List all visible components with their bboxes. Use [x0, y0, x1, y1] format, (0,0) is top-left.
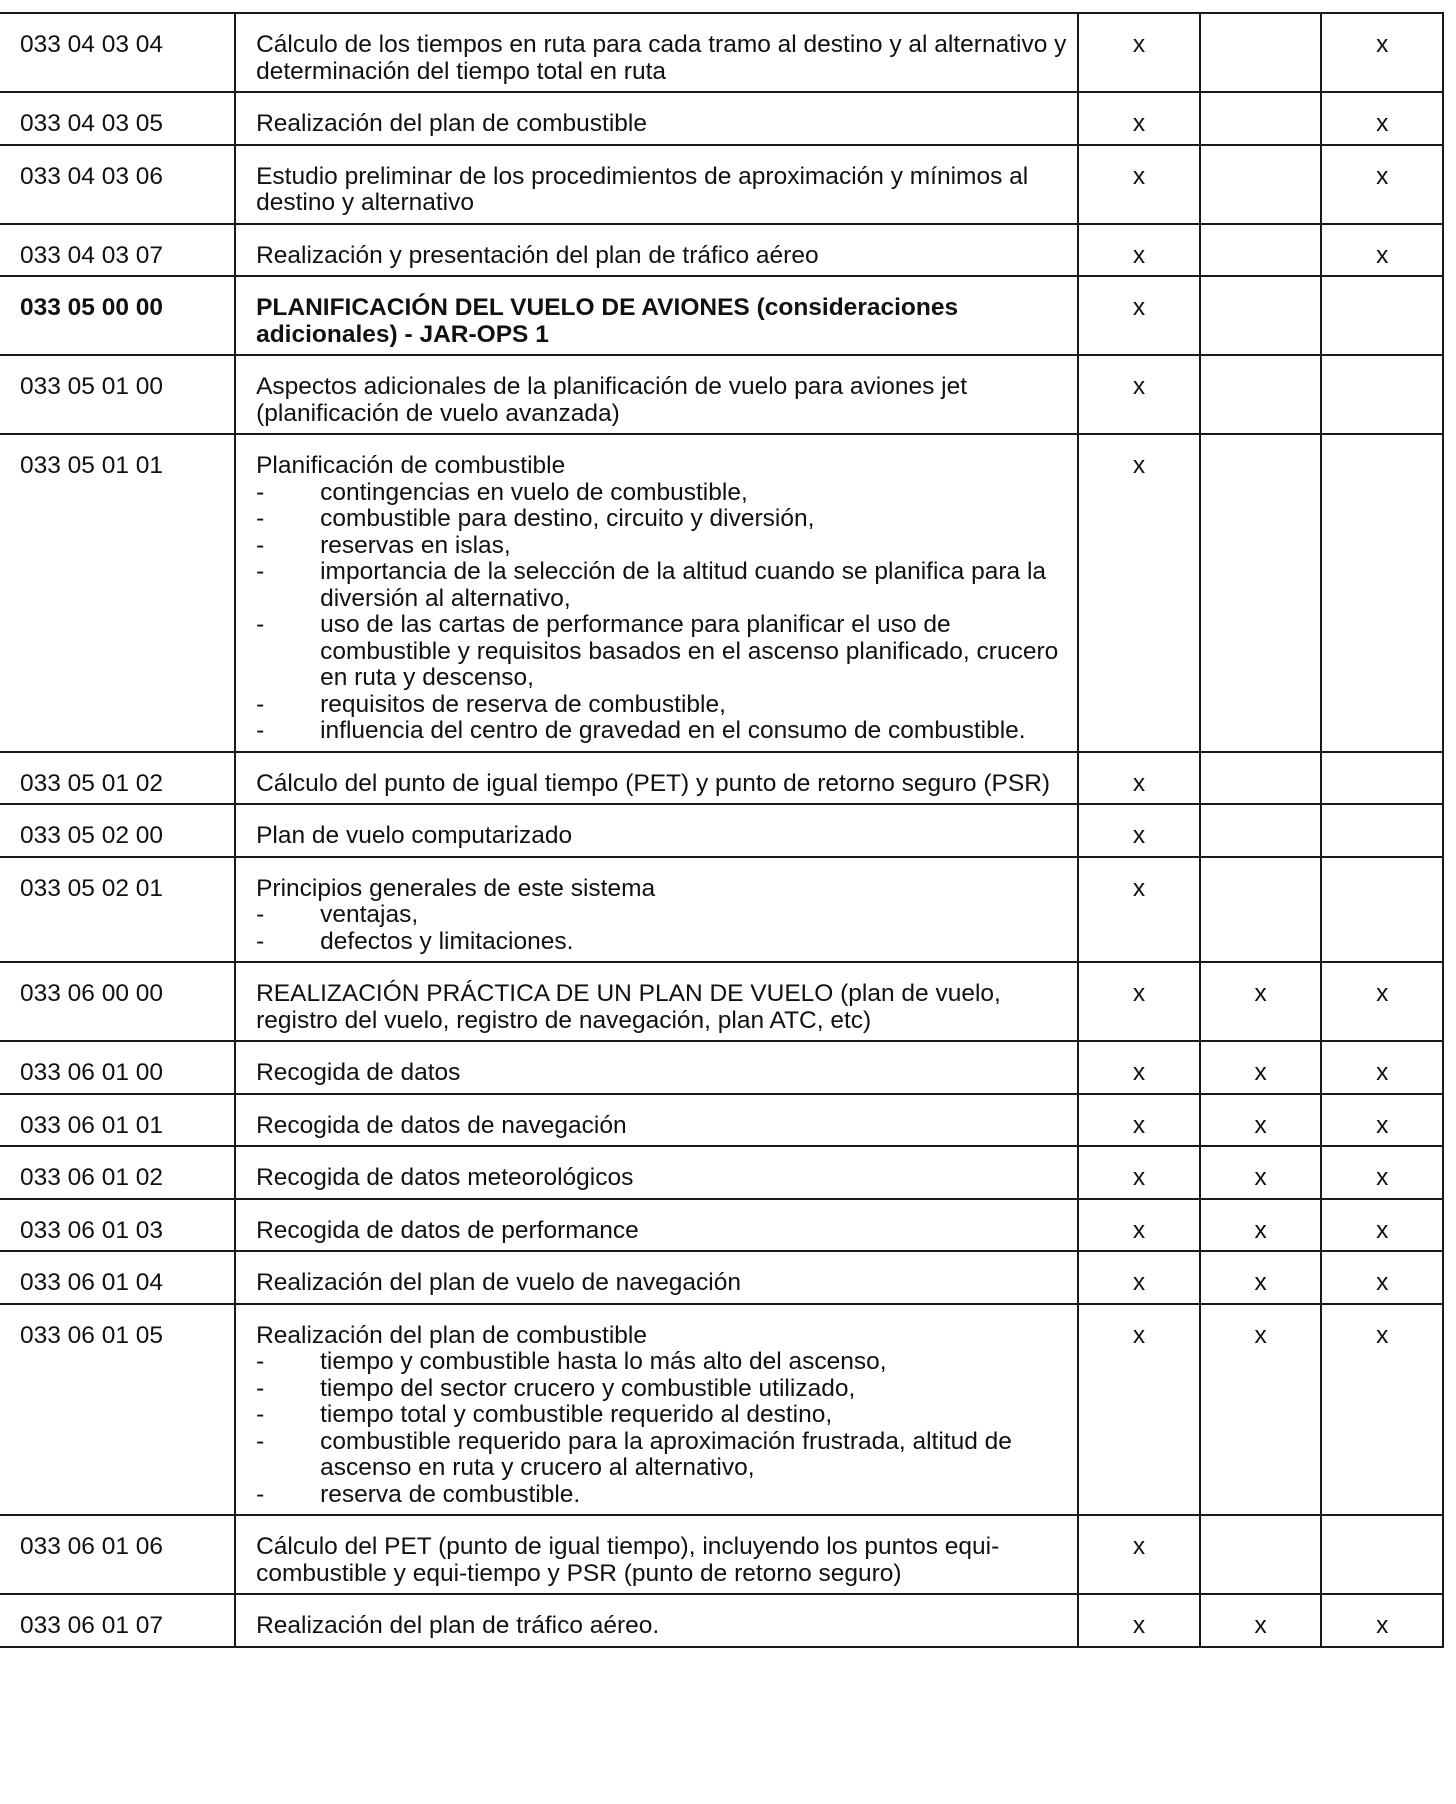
applicability-mark-1: x: [1078, 857, 1200, 963]
applicability-mark-3: x: [1321, 1041, 1443, 1094]
bullet-item: [256, 718, 1067, 745]
bullet-text: tiempo y combustible hasta lo más alto del ascenso,: [320, 1348, 887, 1375]
syllabus-table: [0, 12, 1444, 1648]
bullet-item: [256, 902, 1067, 929]
section-description: [235, 434, 1078, 752]
section-description: [235, 962, 1078, 1041]
bullet-item: [256, 1402, 1067, 1429]
section-code: 033 06 01 01: [0, 1094, 235, 1147]
applicability-mark-2: [1200, 355, 1322, 434]
description-title: Realización del plan de vuelo de navegación: [256, 1269, 741, 1296]
table-row: [0, 1251, 1443, 1304]
applicability-mark-2: x: [1200, 1041, 1322, 1094]
table-row: [0, 224, 1443, 277]
description-title: Cálculo de los tiempos en ruta para cada tramo al destino y al alternativo y determinación del tiempo total en ruta: [256, 31, 1067, 85]
applicability-mark-1: x: [1078, 224, 1200, 277]
bullet-dash: -: [256, 531, 265, 559]
section-description: [235, 1041, 1078, 1094]
section-code: 033 06 01 04: [0, 1251, 235, 1304]
section-code: 033 04 03 04: [0, 13, 235, 92]
bullet-dash: -: [256, 478, 265, 506]
applicability-mark-1: x: [1078, 1515, 1200, 1594]
section-code: 033 05 00 00: [0, 276, 235, 355]
bullet-text: reservas en islas,: [320, 531, 511, 559]
applicability-mark-3: x: [1321, 145, 1443, 224]
table-row: [0, 1041, 1443, 1094]
section-description: [235, 92, 1078, 145]
table-row: [0, 1146, 1443, 1199]
bullet-list: [256, 480, 1067, 745]
bullet-text: contingencias en vuelo de combustible,: [320, 478, 748, 506]
applicability-mark-1: x: [1078, 1199, 1200, 1252]
bullet-item: [256, 480, 1067, 507]
section-description: [235, 1515, 1078, 1594]
section-code: 033 06 01 00: [0, 1041, 235, 1094]
bullet-text: combustible para destino, circuito y diversión,: [320, 505, 815, 532]
applicability-mark-1: x: [1078, 276, 1200, 355]
section-description: [235, 752, 1078, 805]
section-code: 033 06 01 05: [0, 1304, 235, 1516]
description-title: Plan de vuelo computarizado: [256, 822, 573, 849]
bullet-dash: -: [256, 505, 265, 532]
bullet-item: [256, 1376, 1067, 1403]
description-title: Recogida de datos: [256, 1059, 461, 1086]
bullet-dash: -: [256, 1401, 265, 1428]
applicability-mark-2: x: [1200, 1594, 1322, 1647]
description-title: Realización del plan de combustible: [256, 1321, 647, 1349]
applicability-mark-1: x: [1078, 355, 1200, 434]
applicability-mark-2: x: [1200, 1146, 1322, 1199]
applicability-mark-2: [1200, 752, 1322, 805]
table-row: [0, 92, 1443, 145]
applicability-mark-3: [1321, 857, 1443, 963]
table-row: [0, 804, 1443, 857]
bullet-dash: -: [256, 1427, 265, 1455]
section-description: [235, 1199, 1078, 1252]
applicability-mark-3: x: [1321, 962, 1443, 1041]
section-description: [235, 804, 1078, 857]
section-description: [235, 224, 1078, 277]
table-row: [0, 1304, 1443, 1516]
applicability-mark-3: x: [1321, 1094, 1443, 1147]
section-code: 033 04 03 07: [0, 224, 235, 277]
applicability-mark-2: [1200, 276, 1322, 355]
bullet-dash: -: [256, 901, 265, 928]
applicability-mark-3: [1321, 752, 1443, 805]
bullet-dash: -: [256, 927, 265, 955]
bullet-item: [256, 1349, 1067, 1376]
bullet-text: uso de las cartas de performance para planificar el uso de combustible y requisitos basados en el ascenso planificado, crucero en ruta y descenso,: [320, 611, 1059, 691]
applicability-mark-1: x: [1078, 92, 1200, 145]
description-title: Cálculo del punto de igual tiempo (PET) y punto de retorno seguro (PSR): [256, 769, 1051, 797]
applicability-mark-2: [1200, 224, 1322, 277]
bullet-dash: -: [256, 717, 265, 744]
bullet-text: defectos y limitaciones.: [320, 927, 574, 955]
applicability-mark-2: x: [1200, 1304, 1322, 1516]
section-description: [235, 857, 1078, 963]
applicability-mark-3: [1321, 1515, 1443, 1594]
applicability-mark-3: [1321, 276, 1443, 355]
section-description: [235, 13, 1078, 92]
bullet-text: combustible requerido para la aproximación frustrada, altitud de ascenso en ruta y crucero al alternativo,: [320, 1427, 1012, 1481]
section-description: [235, 1146, 1078, 1199]
applicability-mark-3: x: [1321, 13, 1443, 92]
bullet-item: [256, 559, 1067, 612]
applicability-mark-3: x: [1321, 1594, 1443, 1647]
table-row: [0, 857, 1443, 963]
bullet-text: reserva de combustible.: [320, 1480, 581, 1508]
section-code: 033 04 03 06: [0, 145, 235, 224]
bullet-item: [256, 506, 1067, 533]
table-row: [0, 276, 1443, 355]
applicability-mark-3: [1321, 434, 1443, 752]
applicability-mark-1: x: [1078, 1146, 1200, 1199]
applicability-mark-1: x: [1078, 434, 1200, 752]
description-title: REALIZACIÓN PRÁCTICA DE UN PLAN DE VUELO (plan de vuelo, registro del vuelo, registro de navegación, plan ATC, etc): [256, 980, 1001, 1034]
applicability-mark-1: x: [1078, 1251, 1200, 1304]
section-code: 033 06 01 03: [0, 1199, 235, 1252]
applicability-mark-2: [1200, 92, 1322, 145]
applicability-mark-1: x: [1078, 1304, 1200, 1516]
applicability-mark-2: x: [1200, 1094, 1322, 1147]
description-title: Planificación de combustible: [256, 452, 566, 479]
section-description: [235, 355, 1078, 434]
table-row: [0, 13, 1443, 92]
section-description: [235, 276, 1078, 355]
bullet-item: [256, 692, 1067, 719]
applicability-mark-1: x: [1078, 1594, 1200, 1647]
applicability-mark-2: [1200, 1515, 1322, 1594]
bullet-text: tiempo total y combustible requerido al destino,: [320, 1401, 833, 1428]
bullet-dash: -: [256, 611, 265, 638]
bullet-item: [256, 1429, 1067, 1482]
section-code: 033 05 02 00: [0, 804, 235, 857]
description-title: Cálculo del PET (punto de igual tiempo), incluyendo los puntos equi-combustible y equi-tiempo y PSR (punto de retorno seguro): [256, 1533, 1000, 1587]
description-title: Recogida de datos de performance: [256, 1216, 639, 1244]
applicability-mark-1: x: [1078, 145, 1200, 224]
applicability-mark-1: x: [1078, 1041, 1200, 1094]
description-title: Recogida de datos de navegación: [256, 1111, 627, 1139]
description-title: Realización del plan de combustible: [256, 110, 647, 137]
applicability-mark-2: [1200, 804, 1322, 857]
section-code: 033 06 01 07: [0, 1594, 235, 1647]
applicability-mark-3: [1321, 804, 1443, 857]
bullet-dash: -: [256, 1480, 265, 1508]
section-description: [235, 1304, 1078, 1516]
bullet-item: [256, 533, 1067, 560]
applicability-mark-2: [1200, 857, 1322, 963]
section-code: 033 05 01 01: [0, 434, 235, 752]
bullet-list: [256, 902, 1067, 955]
table-row: [0, 1094, 1443, 1147]
bullet-dash: -: [256, 690, 265, 718]
section-code: 033 06 01 02: [0, 1146, 235, 1199]
section-code: 033 06 01 06: [0, 1515, 235, 1594]
table-row: [0, 434, 1443, 752]
applicability-mark-1: x: [1078, 962, 1200, 1041]
bullet-item: [256, 929, 1067, 956]
applicability-mark-2: x: [1200, 1251, 1322, 1304]
applicability-mark-3: x: [1321, 1199, 1443, 1252]
section-code: 033 06 00 00: [0, 962, 235, 1041]
description-title: Aspectos adicionales de la planificación de vuelo para aviones jet (planificación de vuelo avanzada): [256, 373, 968, 427]
applicability-mark-3: [1321, 355, 1443, 434]
bullet-text: influencia del centro de gravedad en el consumo de combustible.: [320, 717, 1026, 744]
applicability-mark-2: [1200, 13, 1322, 92]
section-description: [235, 145, 1078, 224]
applicability-mark-1: x: [1078, 804, 1200, 857]
section-description: [235, 1094, 1078, 1147]
bullet-dash: -: [256, 1374, 265, 1402]
bullet-dash: -: [256, 558, 265, 585]
table-row: [0, 1199, 1443, 1252]
section-code: 033 05 02 01: [0, 857, 235, 963]
applicability-mark-1: x: [1078, 752, 1200, 805]
table-row: [0, 962, 1443, 1041]
bullet-list: [256, 1349, 1067, 1508]
applicability-mark-3: x: [1321, 224, 1443, 277]
section-code: 033 05 01 00: [0, 355, 235, 434]
applicability-mark-1: x: [1078, 1094, 1200, 1147]
bullet-item: [256, 1482, 1067, 1509]
applicability-mark-3: x: [1321, 1304, 1443, 1516]
bullet-text: importancia de la selección de la altitud cuando se planifica para la diversión al alternativo,: [320, 558, 1047, 612]
section-code: 033 05 01 02: [0, 752, 235, 805]
applicability-mark-2: x: [1200, 1199, 1322, 1252]
table-row: [0, 752, 1443, 805]
applicability-mark-2: x: [1200, 962, 1322, 1041]
section-code: 033 04 03 05: [0, 92, 235, 145]
applicability-mark-1: x: [1078, 13, 1200, 92]
description-title: Realización y presentación del plan de tráfico aéreo: [256, 241, 819, 269]
applicability-mark-3: x: [1321, 1251, 1443, 1304]
description-title: Realización del plan de tráfico aéreo.: [256, 1612, 660, 1639]
applicability-mark-3: x: [1321, 1146, 1443, 1199]
table-row: [0, 145, 1443, 224]
table-row: [0, 355, 1443, 434]
table-row: [0, 1594, 1443, 1647]
description-title: Recogida de datos meteorológicos: [256, 1164, 634, 1191]
bullet-text: requisitos de reserva de combustible,: [320, 690, 726, 718]
applicability-mark-2: [1200, 434, 1322, 752]
applicability-mark-2: [1200, 145, 1322, 224]
bullet-text: tiempo del sector crucero y combustible utilizado,: [320, 1374, 856, 1402]
table-row: [0, 1515, 1443, 1594]
description-title: Principios generales de este sistema: [256, 874, 656, 902]
bullet-item: [256, 612, 1067, 692]
bullet-dash: -: [256, 1348, 265, 1375]
description-title: PLANIFICACIÓN DEL VUELO DE AVIONES (consideraciones adicionales) - JAR-OPS 1: [256, 294, 959, 348]
section-description: [235, 1594, 1078, 1647]
section-description: [235, 1251, 1078, 1304]
bullet-text: ventajas,: [320, 901, 419, 928]
applicability-mark-3: x: [1321, 92, 1443, 145]
description-title: Estudio preliminar de los procedimientos de aproximación y mínimos al destino y alternativo: [256, 162, 1029, 216]
